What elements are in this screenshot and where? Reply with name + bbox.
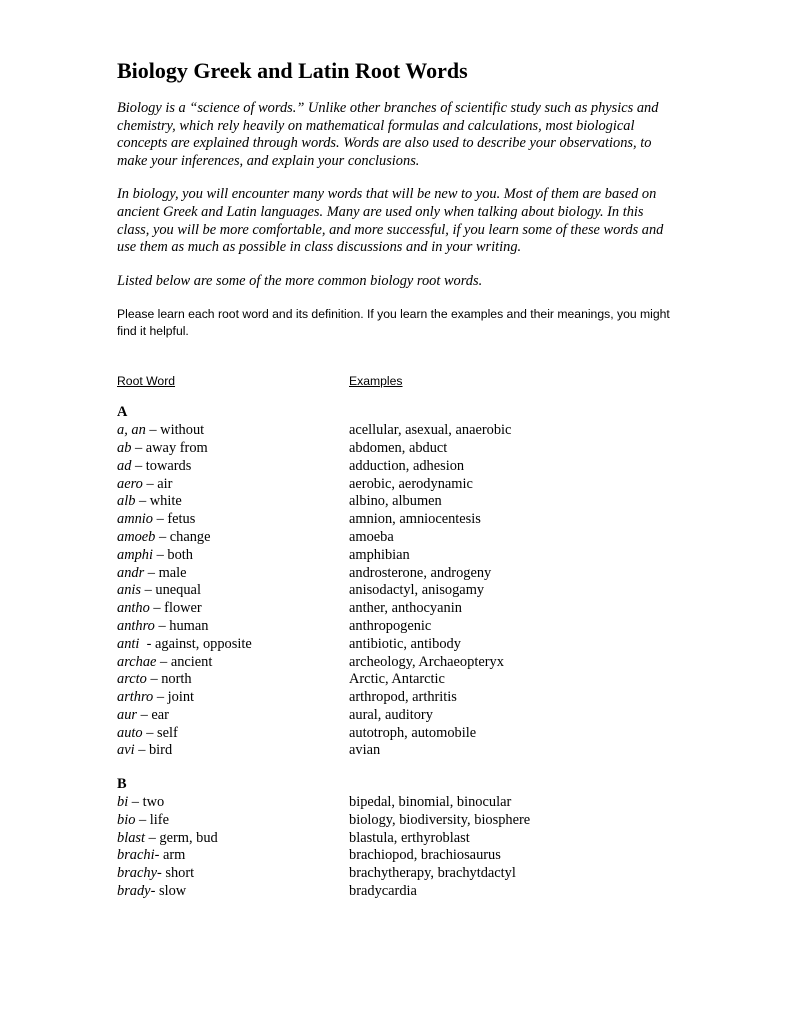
root-examples: blastula, erthyroblast — [349, 829, 470, 846]
separator: – — [152, 546, 168, 563]
root-definition — [117, 529, 349, 547]
root-word: brachi — [117, 847, 155, 864]
root-word: amphi — [117, 546, 153, 563]
root-entry — [117, 812, 677, 830]
root-definition — [117, 794, 349, 812]
intro-paragraph: Biology is a “science of words.” Unlike other branches of scientific study such as physics and chemistry, which rely heavily on mathematical formulas and calculations, most biological concepts are explained through words. Words are also used to describe your observations, to make your inferences, and explain your conclusions. — [117, 100, 659, 169]
root-examples: brachiopod, brachiosaurus — [349, 847, 501, 864]
root-examples: androsterone, androgeny — [349, 564, 492, 581]
root-definition — [117, 689, 349, 707]
root-examples: anisodactyl, anisogamy — [349, 582, 485, 599]
separator: – — [145, 829, 160, 846]
root-definition — [117, 707, 349, 725]
root-definition — [117, 654, 349, 672]
root-entry — [117, 458, 677, 476]
root-examples: anther, anthocyanin — [349, 600, 462, 617]
root-word: antho — [117, 600, 150, 617]
root-meaning: short — [165, 865, 195, 882]
root-examples: brachytherapy, brachytdactyl — [349, 865, 516, 882]
root-examples: biology, biodiversity, biosphere — [349, 811, 531, 828]
root-entry — [117, 742, 677, 760]
root-entry — [117, 529, 677, 547]
root-entry — [117, 600, 677, 618]
root-meaning: towards — [145, 457, 192, 474]
root-word: anis — [117, 582, 141, 599]
root-meaning: joint — [167, 689, 195, 706]
root-word: andr — [117, 564, 145, 581]
root-word: aur — [117, 706, 137, 723]
root-meaning: male — [158, 564, 187, 581]
root-entry — [117, 883, 677, 901]
root-examples: archeology, Archaeopteryx — [349, 653, 504, 670]
root-meaning: north — [161, 671, 192, 688]
separator: - — [156, 865, 166, 882]
root-examples: aural, auditory — [349, 706, 433, 723]
root-definition — [117, 582, 349, 600]
root-entry — [117, 547, 677, 565]
page-title: Biology Greek and Latin Root Words — [117, 58, 468, 83]
separator: - — [150, 883, 159, 900]
root-word: arcto — [117, 671, 147, 688]
root-meaning: change — [169, 528, 211, 545]
root-examples: amoeba — [349, 528, 394, 545]
root-definition — [117, 725, 349, 743]
separator: – — [145, 422, 161, 439]
root-entry — [117, 565, 677, 583]
root-entry — [117, 422, 677, 440]
root-examples: adduction, adhesion — [349, 457, 465, 474]
root-entry — [117, 865, 677, 883]
root-definition — [117, 671, 349, 689]
root-meaning: ancient — [170, 653, 213, 670]
intro-paragraph: In biology, you will encounter many words that will be new to you. Most of them are based on ancient Greek and Latin languages. Many are used only when talking about biology. In this class, you will be more comfortable, and more successful, if you learn some of these words and use them as much as possible in class discussions and in your writing. — [117, 186, 664, 256]
root-meaning: fetus — [167, 511, 196, 528]
root-word-list — [117, 404, 677, 901]
intro-paragraph: Listed below are some of the more common biology root words. — [117, 272, 483, 289]
root-examples: bipedal, binomial, binocular — [349, 794, 512, 811]
root-meaning: without — [160, 422, 205, 439]
root-word: alb — [117, 493, 136, 510]
root-examples: acellular, asexual, anaerobic — [349, 422, 512, 439]
separator: – — [144, 564, 159, 581]
root-definition — [117, 511, 349, 529]
root-meaning: arm — [162, 847, 186, 864]
root-examples: amphibian — [349, 546, 410, 563]
separator: – — [153, 689, 168, 706]
root-entry — [117, 689, 677, 707]
separator: - — [139, 635, 155, 652]
root-definition — [117, 458, 349, 476]
root-word: avi — [117, 742, 135, 759]
separator: – — [131, 457, 146, 474]
root-word: bio — [117, 811, 136, 828]
root-definition — [117, 830, 349, 848]
separator: – — [152, 511, 168, 528]
root-word: brady — [117, 883, 151, 900]
root-meaning: white — [149, 493, 182, 510]
root-meaning: unequal — [155, 582, 201, 599]
root-examples: abdomen, abduct — [349, 439, 448, 456]
root-examples: amnion, amniocentesis — [349, 511, 481, 528]
root-definition — [117, 618, 349, 636]
root-meaning: both — [167, 546, 193, 563]
separator: – — [131, 439, 146, 456]
letter-section — [117, 404, 677, 760]
root-examples: avian — [349, 742, 381, 759]
root-definition — [117, 600, 349, 618]
root-definition — [117, 847, 349, 865]
root-entry — [117, 476, 677, 494]
root-definition — [117, 493, 349, 511]
root-entry — [117, 671, 677, 689]
root-word-header: Root Word — [117, 374, 176, 389]
separator: – — [135, 811, 150, 828]
root-definition — [117, 883, 349, 901]
root-definition — [117, 742, 349, 760]
root-word: aero — [117, 475, 143, 492]
letter-section — [117, 776, 677, 901]
root-entry — [117, 440, 677, 458]
examples-header: Examples — [349, 374, 403, 389]
separator: – — [155, 528, 170, 545]
root-meaning: air — [157, 475, 173, 492]
root-entry — [117, 707, 677, 725]
separator: – — [156, 653, 171, 670]
root-meaning: slow — [158, 883, 187, 900]
root-examples: Arctic, Antarctic — [349, 671, 445, 688]
root-meaning: bird — [148, 742, 173, 759]
root-meaning: self — [156, 724, 178, 741]
root-examples: bradycardia — [349, 883, 417, 900]
separator: – — [146, 671, 162, 688]
root-meaning: ear — [151, 706, 169, 723]
root-definition — [117, 865, 349, 883]
root-word: blast — [117, 829, 145, 846]
root-entry — [117, 618, 677, 636]
root-word: auto — [117, 724, 143, 741]
root-entry — [117, 847, 677, 865]
root-meaning: germ, bud — [159, 829, 218, 846]
root-examples: antibiotic, antibody — [349, 635, 461, 652]
section-letter: B — [117, 776, 127, 793]
root-word: arthro — [117, 689, 154, 706]
root-entry — [117, 493, 677, 511]
root-meaning: human — [169, 617, 209, 634]
root-word: brachy — [117, 865, 157, 882]
root-definition — [117, 422, 349, 440]
root-entry — [117, 794, 677, 812]
root-examples: aerobic, aerodynamic — [349, 475, 473, 492]
root-examples: autotroph, automobile — [349, 724, 477, 741]
root-word: ad — [117, 457, 132, 474]
root-meaning: away from — [145, 439, 208, 456]
separator: – — [142, 724, 157, 741]
separator: – — [141, 582, 156, 599]
section-letter: A — [117, 404, 128, 421]
root-word: archae — [117, 653, 157, 670]
separator: – — [142, 475, 158, 492]
root-definition — [117, 636, 349, 654]
root-definition — [117, 440, 349, 458]
document-page — [117, 58, 677, 917]
separator: - — [154, 847, 163, 864]
root-meaning: two — [142, 794, 165, 811]
root-definition — [117, 565, 349, 583]
root-meaning: against, opposite — [154, 635, 252, 652]
root-word: ab — [117, 439, 132, 456]
root-examples: albino, albumen — [349, 493, 442, 510]
root-meaning: flower — [164, 600, 202, 617]
separator: – — [128, 794, 143, 811]
root-meaning: life — [149, 811, 169, 828]
root-word: a, an — [117, 422, 146, 439]
root-examples: anthropogenic — [349, 617, 432, 634]
column-headers — [117, 373, 677, 389]
root-entry — [117, 511, 677, 529]
root-entry — [117, 830, 677, 848]
separator: – — [154, 617, 170, 634]
separator: – — [137, 706, 152, 723]
separator: – — [135, 493, 150, 510]
root-word: amnio — [117, 511, 153, 528]
root-word: anthro — [117, 617, 155, 634]
root-entry — [117, 636, 677, 654]
root-definition — [117, 476, 349, 494]
separator: – — [149, 600, 165, 617]
root-examples: arthropod, arthritis — [349, 689, 457, 706]
root-entry — [117, 725, 677, 743]
root-entry — [117, 654, 677, 672]
root-entry — [117, 582, 677, 600]
root-word: bi — [117, 794, 129, 811]
root-definition — [117, 812, 349, 830]
instruction-text: Please learn each root word and its definition. If you learn the examples and their meanings, you might find it helpful. — [117, 307, 670, 338]
root-definition — [117, 547, 349, 565]
separator: – — [134, 742, 149, 759]
root-word: anti — [117, 635, 140, 652]
root-word: amoeb — [117, 528, 156, 545]
